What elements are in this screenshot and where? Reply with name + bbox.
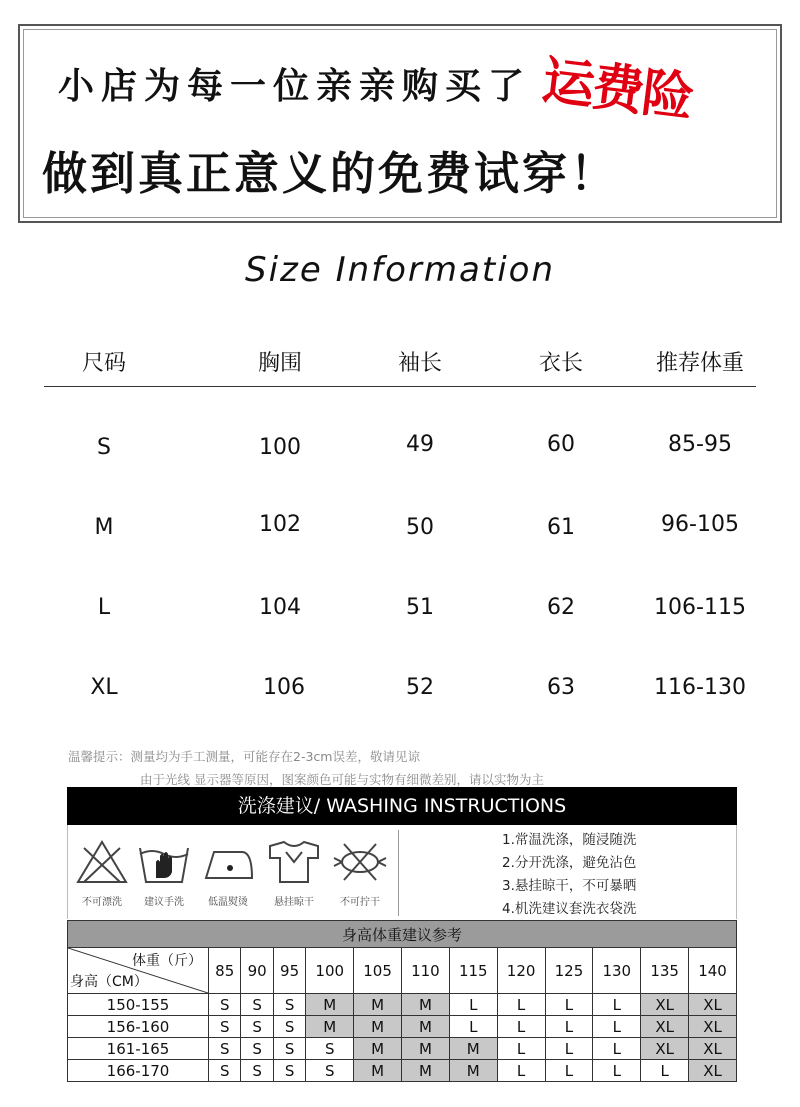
- size-recommendation-cell: M: [402, 1038, 450, 1060]
- sleeve-cell: 51: [406, 595, 434, 620]
- header-size: 尺码: [81, 351, 126, 376]
- size-recommendation-cell: S: [241, 1038, 273, 1060]
- height-cell: 166-170: [68, 1060, 209, 1082]
- weight-cell: 85-95: [668, 432, 732, 457]
- size-recommendation-cell: XL: [689, 1038, 737, 1060]
- size-recommendation-cell: XL: [641, 1038, 689, 1060]
- size-recommendation-cell: S: [273, 1060, 305, 1082]
- size-recommendation-cell: S: [209, 1038, 241, 1060]
- height-cell: 150-155: [68, 994, 209, 1016]
- size-recommendation-cell: L: [497, 1038, 545, 1060]
- size-recommendation-cell: S: [241, 1016, 273, 1038]
- weight-cell: 116-130: [654, 675, 746, 700]
- size-recommendation-cell: S: [241, 994, 273, 1016]
- size-recommendation-cell: L: [545, 1060, 593, 1082]
- instruction-item: 3.悬挂晾干，不可暴晒: [502, 878, 637, 894]
- size-recommendation-cell: S: [273, 994, 305, 1016]
- height-cell: 161-165: [68, 1038, 209, 1060]
- size-recommendation-cell: XL: [689, 1016, 737, 1038]
- size-recommendation-cell: S: [306, 1060, 354, 1082]
- promo-line-2: 做到真正意义的免费试穿！: [42, 147, 619, 200]
- weight-header-cell: 140: [689, 948, 737, 994]
- size-cell: XL: [90, 675, 118, 700]
- weight-header-cell: 90: [241, 948, 273, 994]
- weight-header-cell: 135: [641, 948, 689, 994]
- weight-header-cell: 125: [545, 948, 593, 994]
- weight-header-cell: 110: [402, 948, 450, 994]
- weight-header-cell: 120: [497, 948, 545, 994]
- notice-line-1: 温馨提示：测量均为手工测量，可能存在2-3cm误差，敬请见谅: [68, 749, 420, 764]
- size-recommendation-cell: M: [449, 1038, 497, 1060]
- weight-header-cell: 100: [306, 948, 354, 994]
- sleeve-cell: 52: [406, 675, 434, 700]
- size-recommendation-cell: M: [449, 1060, 497, 1082]
- header-weight: 推荐体重: [655, 351, 744, 376]
- size-recommendation-cell: S: [273, 1038, 305, 1060]
- size-recommendation-cell: L: [545, 1016, 593, 1038]
- chest-cell: 106: [263, 675, 305, 700]
- low-iron-icon: [198, 838, 258, 886]
- no-bleach-icon: [72, 838, 132, 886]
- instruction-item: 4.机洗建议套洗衣袋洗: [502, 901, 637, 917]
- size-recommendation-cell: L: [593, 1060, 641, 1082]
- weight-header-cell: 115: [449, 948, 497, 994]
- chest-cell: 100: [259, 435, 301, 460]
- icon-label: 不可漂洗: [82, 897, 122, 908]
- promo-line-1: 小店为每一位亲亲购买了: [58, 65, 532, 107]
- size-cell: S: [97, 435, 111, 460]
- reference-corner-cell: [68, 948, 209, 994]
- size-recommendation-cell: S: [209, 1060, 241, 1082]
- size-recommendation-cell: XL: [689, 994, 737, 1016]
- size-recommendation-cell: M: [402, 1016, 450, 1038]
- washing-divider: [398, 830, 399, 916]
- reference-table: [67, 947, 737, 1082]
- size-cell: L: [97, 595, 111, 620]
- weight-header-cell: 85: [209, 948, 241, 994]
- length-cell: 62: [547, 595, 575, 620]
- hang-dry-icon: [264, 838, 324, 886]
- size-recommendation-cell: S: [209, 994, 241, 1016]
- weight-header-cell: 130: [593, 948, 641, 994]
- hand-wash-icon: [134, 838, 194, 886]
- size-recommendation-cell: M: [354, 994, 402, 1016]
- icon-label: 建议手洗: [144, 897, 184, 908]
- header-chest: 胸围: [257, 351, 302, 376]
- length-cell: 61: [547, 515, 575, 540]
- size-cell: M: [94, 515, 114, 540]
- size-recommendation-cell: L: [497, 994, 545, 1016]
- weight-cell: 96-105: [661, 512, 739, 537]
- icon-label: 低温熨烫: [208, 897, 248, 908]
- length-cell: 60: [547, 432, 575, 457]
- size-recommendation-cell: M: [354, 1016, 402, 1038]
- reference-header-row: [68, 948, 737, 994]
- size-recommendation-cell: L: [593, 1038, 641, 1060]
- table-row: [68, 1060, 737, 1082]
- header-divider: [44, 386, 756, 387]
- washing-title: 洗涤建议/ WASHING INSTRUCTIONS: [67, 787, 737, 825]
- size-recommendation-cell: M: [354, 1060, 402, 1082]
- table-row: [68, 994, 737, 1016]
- header-length: 衣长: [538, 351, 583, 376]
- size-recommendation-cell: M: [306, 1016, 354, 1038]
- size-recommendation-cell: M: [402, 994, 450, 1016]
- size-recommendation-cell: M: [306, 994, 354, 1016]
- sleeve-cell: 49: [406, 432, 434, 457]
- size-recommendation-cell: M: [402, 1060, 450, 1082]
- table-row: [68, 1016, 737, 1038]
- icon-label: 悬挂晾干: [274, 897, 314, 908]
- length-cell: 63: [547, 675, 575, 700]
- sleeve-cell: 50: [406, 515, 434, 540]
- size-recommendation-cell: L: [497, 1060, 545, 1082]
- size-recommendation-cell: S: [273, 1016, 305, 1038]
- notice-line-2: 由于光线 显示器等原因，图案颜色可能与实物有细微差别，请以实物为主: [140, 772, 544, 787]
- instruction-item: 2.分开洗涤，避免沾色: [502, 855, 637, 871]
- size-recommendation-cell: S: [306, 1038, 354, 1060]
- chest-cell: 102: [259, 512, 301, 537]
- size-recommendation-cell: M: [354, 1038, 402, 1060]
- table-row: [68, 1038, 737, 1060]
- weight-cell: 106-115: [654, 595, 746, 620]
- size-recommendation-cell: XL: [641, 1016, 689, 1038]
- size-recommendation-cell: S: [209, 1016, 241, 1038]
- size-recommendation-cell: L: [545, 994, 593, 1016]
- promo-highlight: 运费险: [539, 50, 696, 129]
- size-recommendation-cell: L: [593, 1016, 641, 1038]
- size-recommendation-cell: XL: [641, 994, 689, 1016]
- weight-header-cell: 105: [354, 948, 402, 994]
- height-axis-label: 身高（CM）: [70, 974, 148, 990]
- icon-label: 不可拧干: [340, 897, 380, 908]
- size-info-title: Size Information: [244, 250, 555, 290]
- no-wring-icon: [330, 838, 390, 886]
- size-recommendation-cell: L: [545, 1038, 593, 1060]
- height-cell: 156-160: [68, 1016, 209, 1038]
- instruction-item: 1.常温洗涤，随浸随洗: [502, 832, 637, 848]
- size-recommendation-cell: L: [641, 1060, 689, 1082]
- size-recommendation-cell: L: [449, 1016, 497, 1038]
- chest-cell: 104: [259, 595, 301, 620]
- reference-title: 身高体重建议参考: [67, 920, 737, 948]
- weight-header-cell: 95: [273, 948, 305, 994]
- weight-axis-label: 体重（斤）: [132, 953, 202, 969]
- header-sleeve: 袖长: [397, 351, 442, 376]
- size-recommendation-cell: XL: [689, 1060, 737, 1082]
- size-recommendation-cell: S: [241, 1060, 273, 1082]
- size-recommendation-cell: L: [497, 1016, 545, 1038]
- size-recommendation-cell: L: [449, 994, 497, 1016]
- size-recommendation-cell: L: [593, 994, 641, 1016]
